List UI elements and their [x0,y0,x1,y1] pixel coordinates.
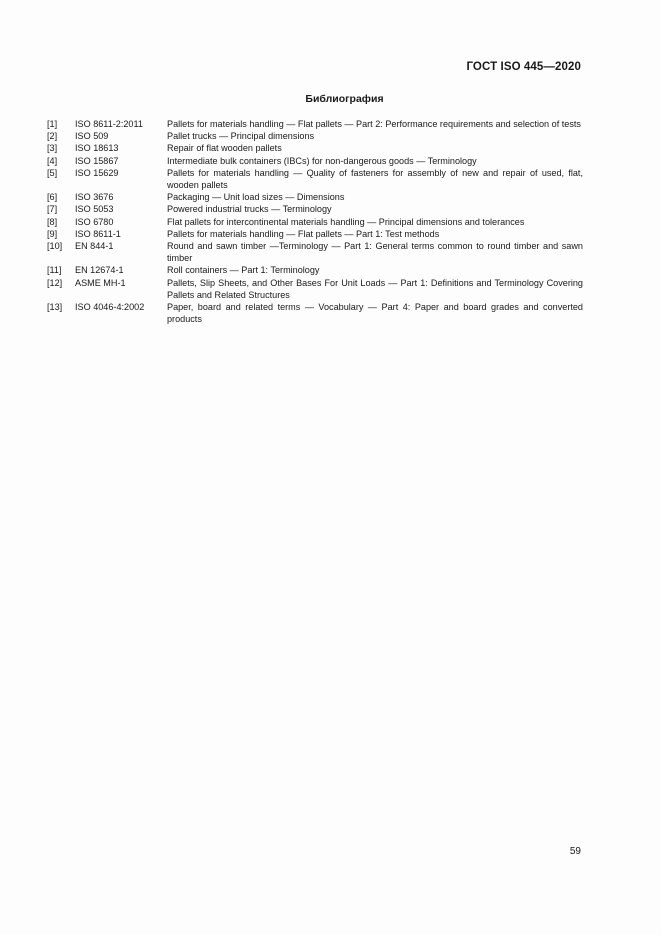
entry-title: Packaging — Unit load sizes — Dimensions [167,192,345,203]
entry-number: [4] [47,155,58,166]
entry-code: ISO 18613 [75,143,119,154]
bibliography-entry [47,118,583,130]
bibliography-entry [47,203,583,215]
entry-title: Repair of flat wooden pallets [167,143,282,154]
bibliography-list [47,118,583,325]
bibliography-title: Библиография [305,93,384,105]
entry-number: [6] [47,192,58,203]
bibliography-entry [47,216,583,228]
bibliography-entry [47,264,583,276]
entry-number: [7] [47,204,58,215]
entry-code: ISO 509 [75,131,109,142]
entry-number: [10] [47,241,63,252]
standard-header: ГОСТ ISO 445—2020 [466,61,581,73]
entry-number: [9] [47,228,58,239]
bibliography-entry [47,191,583,203]
entry-title: Pallets for materials handling — Flat pallets — Part 2: Performance requirements and selection of tests [167,119,581,129]
page-number: 59 [569,846,581,857]
entry-code: ISO 8611-1 [75,228,121,239]
entry-code: ISO 8611-2:2011 [75,119,143,129]
entry-code: ISO 4046-4:2002 [75,302,145,313]
entry-title: Pallets for materials handling — Flat pallets — Part 1: Test methods [167,228,440,239]
bibliography-entry [47,167,583,191]
entry-title: Round and sawn timber —Terminology — Part 1: General terms common to round timber and sawn timber [167,241,583,264]
bibliography-entry [47,301,583,325]
bibliography-entry [47,130,583,142]
entry-title: Pallets, Slip Sheets, and Other Bases For Unit Loads — Part 1: Definitions and Terminology Covering Pallets and Related Structures [167,277,583,300]
entry-number: [8] [47,216,58,227]
entry-title: Flat pallets for intercontinental materials handling — Principal dimensions and tolerances [167,216,525,227]
entry-code: ISO 3676 [75,192,114,203]
entry-number: [5] [47,167,58,178]
entry-number: [13] [47,302,63,313]
entry-number: [3] [47,143,58,154]
entry-title: Intermediate bulk containers (IBCs) for non-dangerous goods — Terminology [167,155,477,166]
entry-title: Paper, board and related terms — Vocabulary — Part 4: Paper and board grades and converted products [167,302,583,325]
entry-title: Pallets for materials handling — Quality of fasteners for assembly of new and repair of used, flat, wooden pallets [167,167,583,191]
entry-number: [12] [47,277,63,288]
entry-code: ASME MH-1 [75,277,126,288]
entry-code: ISO 5053 [75,204,114,215]
entry-code: EN 12674-1 [75,265,124,276]
entry-number: [2] [47,131,58,142]
bibliography-entry [47,277,583,301]
entry-title: Roll containers — Part 1: Terminology [167,265,320,276]
entry-title: Pallet trucks — Principal dimensions [167,131,315,142]
entry-code: ISO 15629 [75,167,119,178]
entry-code: ISO 6780 [75,216,114,227]
bibliography-entry [47,155,583,167]
bibliography-entry [47,142,583,154]
bibliography-entry [47,228,583,240]
entry-code: EN 844-1 [75,241,114,252]
entry-number: [11] [47,265,62,276]
entry-number: [1] [47,119,58,129]
bibliography-entry [47,240,583,264]
entry-title: Powered industrial trucks — Terminology [167,204,332,215]
entry-code: ISO 15867 [75,155,119,166]
